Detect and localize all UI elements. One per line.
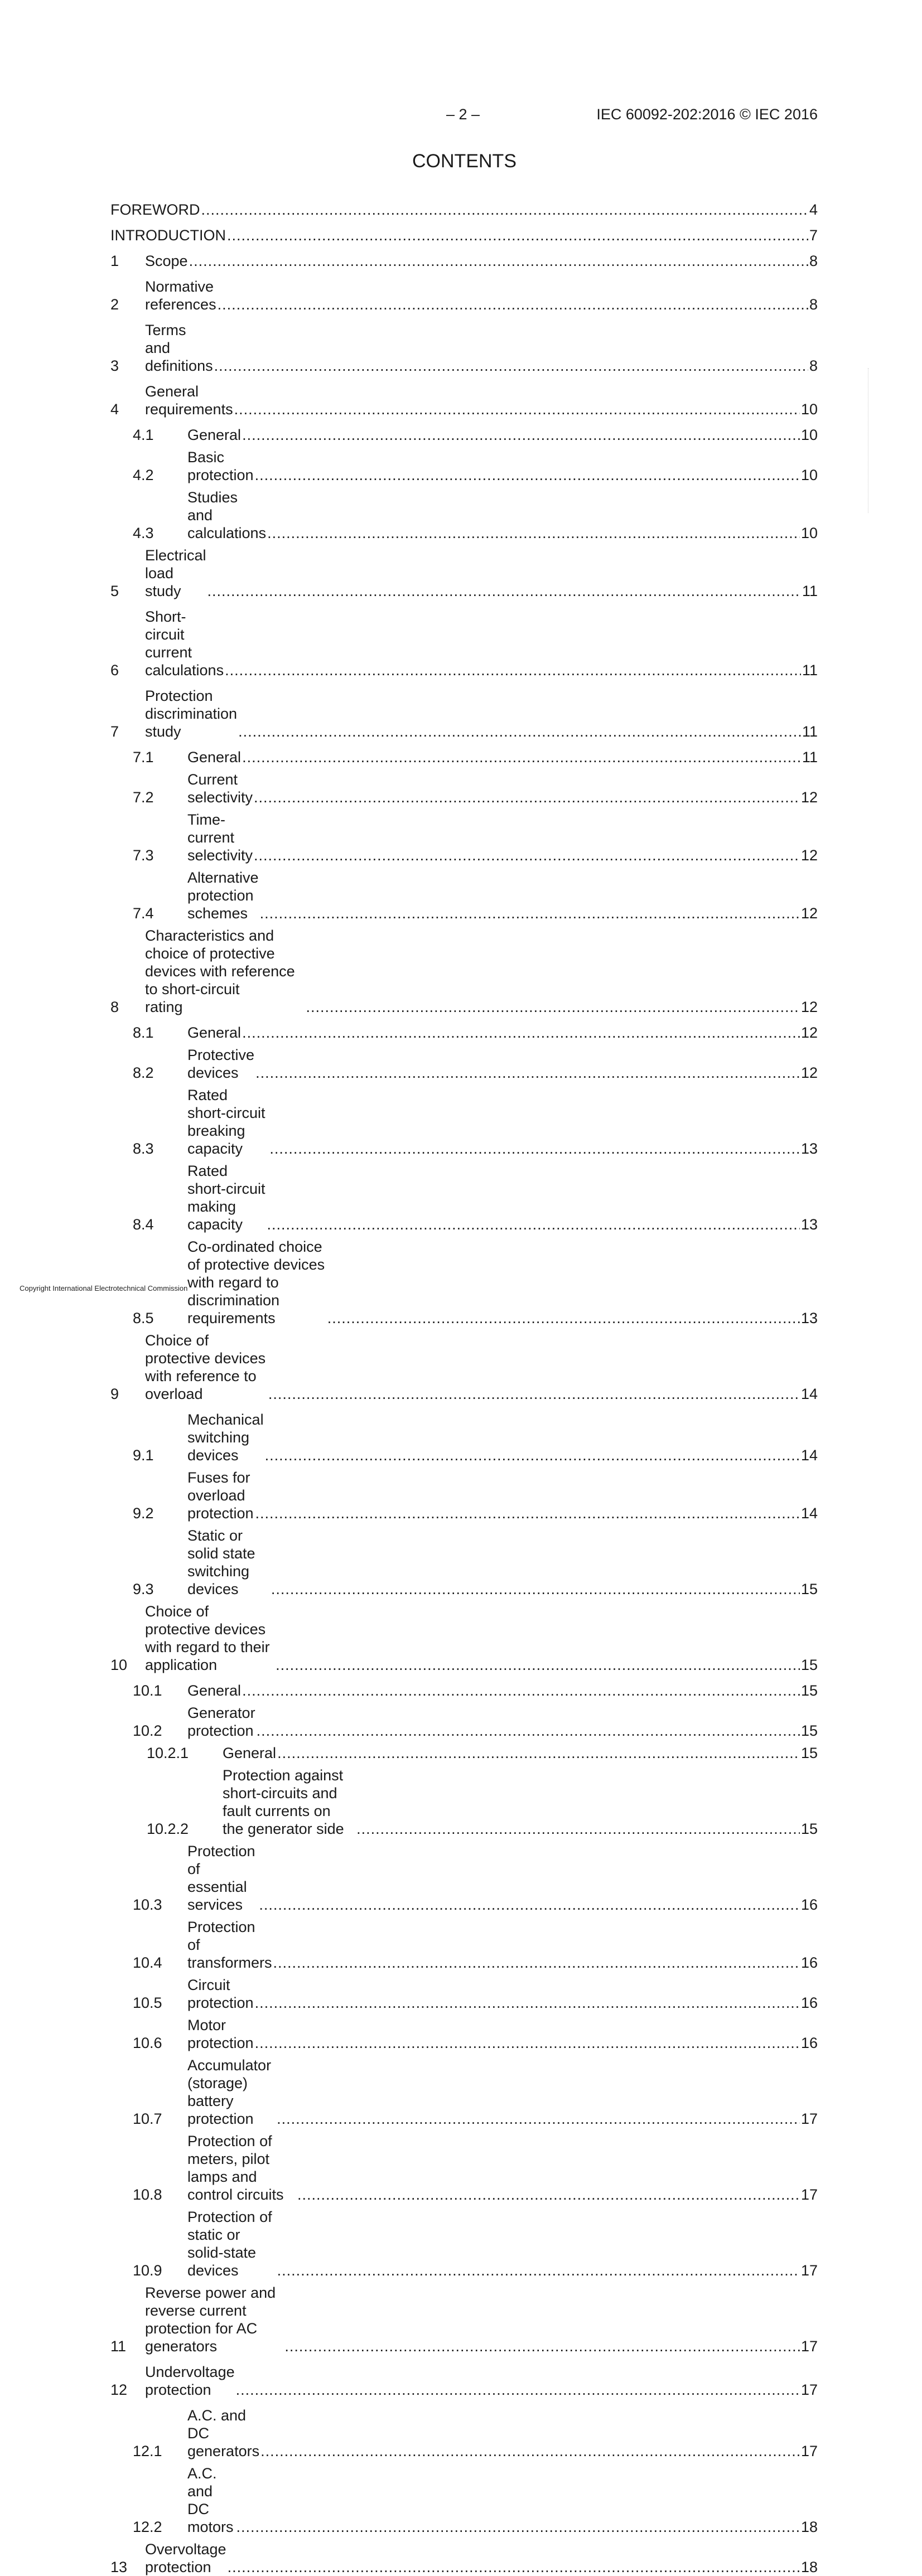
toc-entry-number: 7.1 (133, 749, 154, 766)
toc-entry-number: 10.5 (133, 1994, 162, 2011)
toc-entry[interactable] (110, 1842, 818, 1914)
toc-entry-number: 4.2 (133, 467, 154, 483)
toc-entry-title: General (187, 1682, 242, 1699)
dot-leader (228, 2558, 800, 2576)
copyright-footer: Copyright International Electrotechnical Commission (20, 1284, 188, 1292)
dot-leader (306, 998, 800, 1016)
toc-entry-page: 10 (800, 525, 818, 541)
toc-entry-title: Mechanical switching devices (187, 1411, 264, 1464)
toc-entry[interactable] (110, 2284, 818, 2355)
dot-leader (268, 1385, 800, 1403)
dot-leader (269, 1140, 800, 1158)
toc-entry-number: 9.2 (133, 1505, 154, 1522)
toc-entry-title: FOREWORD (110, 201, 200, 218)
toc-entry[interactable] (110, 1331, 818, 1403)
toc-entry-number: 5 (110, 583, 119, 599)
toc-entry-title: Protection of meters, pilot lamps and control circuits (187, 2133, 284, 2203)
toc-entry-title: General (187, 749, 242, 766)
toc-entry-page: 15 (800, 1581, 818, 1597)
dot-leader (257, 1722, 800, 1740)
dot-leader (276, 1656, 800, 1674)
toc-entry-title: Overvoltage protection (145, 2541, 226, 2575)
toc-entry-title-continued: requirements (187, 1310, 276, 1326)
toc-entry-page: 17 (800, 2443, 818, 2459)
dot-leader (277, 1744, 800, 1762)
toc-entry-page: 17 (800, 2262, 818, 2279)
dot-leader (265, 1446, 800, 1464)
toc-entry-title: Normative references (145, 278, 216, 313)
dot-leader (277, 2110, 800, 2128)
toc-entry-number: 3 (110, 357, 119, 374)
toc-entry-number: 2 (110, 296, 119, 313)
toc-entry-number: 13 (110, 2559, 128, 2575)
toc-entry[interactable] (110, 2406, 818, 2460)
toc-entry-title: A.C. and DC generators (187, 2407, 260, 2459)
toc-entry-page: 8 (809, 357, 818, 374)
margin-mark (868, 368, 871, 513)
toc-entry-number: 7.2 (133, 789, 154, 806)
toc-entry-page: 8 (809, 253, 818, 269)
toc-entry-title: Circuit protection (187, 1977, 254, 2011)
toc-entry-page: 13 (800, 1310, 818, 1326)
toc-entry-page: 12 (800, 1024, 818, 1041)
toc-entry-page: 11 (802, 662, 818, 679)
dot-leader (267, 1216, 800, 1233)
toc-entry-title: Scope (145, 253, 188, 269)
toc-entry[interactable] (110, 771, 818, 806)
toc-entry-title: Protection of transformers (187, 1919, 272, 1971)
dot-leader (236, 2381, 800, 2399)
toc-entry[interactable] (110, 252, 818, 270)
toc-entry[interactable] (110, 1411, 818, 1464)
toc-entry[interactable] (110, 2056, 818, 2128)
dot-leader (234, 400, 800, 418)
toc-entry-title: Co-ordinated choice of protective devices with regard to discrimination (187, 1238, 325, 1309)
toc-entry[interactable] (110, 687, 818, 740)
toc-entry-title: A.C. and DC motors (187, 2465, 234, 2535)
toc-entry-title-continued: rating (145, 999, 183, 1015)
toc-entry-number: 9.3 (133, 1581, 154, 1597)
toc-entry-page: 17 (800, 2110, 818, 2127)
toc-entry-title: Protection against short-circuits and fault currents on the generator side (223, 1767, 344, 1837)
toc-entry-page: 13 (800, 1140, 818, 1157)
toc-entry-page: 10 (800, 467, 818, 483)
dot-leader (255, 1504, 800, 1522)
toc-entry[interactable] (110, 869, 818, 922)
toc-entry[interactable] (110, 1469, 818, 1522)
toc-entry-title: Fuses for overload protection (187, 1469, 254, 1522)
dot-leader (254, 788, 800, 806)
dot-leader (242, 1024, 800, 1042)
toc-entry-number: 10.7 (133, 2110, 162, 2127)
toc-entry-page: 18 (800, 2559, 818, 2575)
toc-entry-page: 15 (800, 1682, 818, 1699)
toc-entry-title: Protective devices (187, 1047, 255, 1081)
standard-reference: IEC 60092-202:2016 © IEC 2016 (596, 106, 818, 123)
toc-entry[interactable] (110, 2464, 818, 2536)
toc-entry-title: Time-current selectivity (187, 811, 253, 864)
dot-leader (273, 1954, 800, 1972)
toc-entry-page: 10 (800, 401, 818, 418)
toc-entry-page: 13 (800, 1216, 818, 1233)
toc-entry-number: 8.4 (133, 1216, 154, 1233)
toc-entry-title: Current selectivity (187, 771, 253, 806)
dot-leader (227, 226, 808, 244)
toc-entry[interactable] (110, 278, 818, 313)
dot-leader (267, 524, 800, 542)
dot-leader (297, 2186, 800, 2204)
toc-entry[interactable] (110, 382, 818, 418)
toc-entry-page: 17 (800, 2186, 818, 2203)
dot-leader (242, 1682, 800, 1699)
toc-entry-page: 15 (800, 1722, 818, 1739)
toc-entry[interactable] (110, 1602, 818, 1674)
toc-entry-page: 12 (800, 905, 818, 922)
toc-entry-number: 9 (110, 1386, 119, 1402)
toc-entry-number: 4.3 (133, 525, 154, 541)
toc-entry-title: Protection of static or solid-state devices (187, 2209, 272, 2279)
dot-leader (255, 466, 800, 484)
toc-entry[interactable] (110, 488, 818, 542)
toc-entry-title: Rated short-circuit breaking capacity (187, 1087, 266, 1157)
toc-entry-page: 11 (802, 749, 818, 766)
toc-entry[interactable] (110, 1527, 818, 1598)
toc-entry[interactable] (110, 426, 818, 444)
toc-entry-page: 18 (800, 2519, 818, 2535)
toc-entry-number: 8 (110, 999, 119, 1015)
toc-entry[interactable] (110, 811, 818, 864)
dot-leader (356, 1820, 800, 1838)
toc-entry-title: Choice of protective devices with regard to their application (145, 1603, 270, 1673)
toc-entry-number: 10.2.2 (147, 1820, 189, 1837)
toc-entry[interactable] (110, 546, 818, 600)
toc-entry-number: 12.1 (133, 2443, 162, 2459)
toc-entry-title: Motor protection (187, 2017, 254, 2051)
toc-entry-title: Generator protection (187, 1705, 255, 1739)
toc-entry-number: 10.3 (133, 1896, 162, 1913)
toc-entry[interactable] (110, 1086, 818, 1158)
toc-entry[interactable] (110, 1976, 818, 2012)
toc-entry-page: 16 (800, 1896, 818, 1913)
toc-entry-page: 12 (800, 847, 818, 864)
toc-entry-title: Accumulator (storage) battery protection (187, 2057, 272, 2127)
toc-entry-page: 7 (809, 227, 818, 244)
toc-entry-number: 10 (110, 1657, 128, 1673)
toc-entry-number: 10.8 (133, 2186, 162, 2203)
toc-entry-title: Short-circuit current calculations (145, 608, 224, 679)
contents-title: CONTENTS (412, 151, 516, 172)
toc-entry-page: 11 (802, 583, 818, 599)
toc-entry-title: Choice of protective devices with reference to overload (145, 1332, 266, 1402)
toc-entry-number: 8.2 (133, 1064, 154, 1081)
toc-entry-page: 14 (800, 1386, 818, 1402)
toc-entry[interactable] (110, 226, 818, 244)
toc-entry-number: 11 (110, 2338, 127, 2355)
dot-leader (236, 2518, 800, 2536)
toc-entry-title: Undervoltage protection (145, 2364, 235, 2398)
page-header (446, 106, 818, 126)
toc-entry-number: 10.9 (133, 2262, 162, 2279)
toc-entry-page: 16 (800, 2035, 818, 2051)
dot-leader (259, 1896, 800, 1914)
toc-entry-number: 10.1 (133, 1682, 162, 1699)
toc-entry-number: 8.1 (133, 1024, 154, 1041)
toc-entry-page: 16 (800, 1954, 818, 1971)
toc-entry[interactable] (110, 608, 818, 679)
toc-entry-page: 15 (800, 1657, 818, 1673)
toc-entry[interactable] (110, 2540, 818, 2576)
toc-entry-number: 10.4 (133, 1954, 162, 1971)
toc-entry-title: Reverse power and reverse current protection for AC generators (145, 2284, 276, 2355)
toc-entry-title: Protection of essential services (187, 1843, 255, 1913)
toc-entry-page: 12 (800, 999, 818, 1015)
dot-leader (214, 357, 808, 375)
toc-entry-title: Rated short-circuit making capacity (187, 1163, 266, 1233)
toc-entry-page: 11 (802, 723, 818, 740)
dot-leader (255, 1994, 800, 2012)
toc-entry-title: Protection discrimination study (145, 687, 238, 740)
toc-entry[interactable] (110, 1682, 818, 1699)
dot-leader (242, 748, 801, 766)
toc-entry[interactable] (110, 201, 818, 219)
toc-entry[interactable] (110, 2208, 818, 2279)
toc-entry-title: Alternative protection schemes (187, 869, 259, 922)
toc-entry[interactable] (110, 1162, 818, 1233)
toc-entry-page: 17 (800, 2381, 818, 2398)
toc-entry[interactable] (110, 2132, 818, 2204)
toc-entry[interactable] (110, 2363, 818, 2399)
toc-entry-number: 4 (110, 401, 119, 418)
toc-entry-page: 17 (800, 2338, 818, 2355)
dot-leader (207, 582, 801, 600)
toc-entry[interactable] (110, 448, 818, 484)
toc-entry-title: Studies and calculations (187, 489, 267, 541)
toc-entry-title: Basic protection (187, 449, 254, 483)
toc-entry-title: Electrical load study (145, 547, 206, 599)
toc-entry-title: Characteristics and choice of protective devices with reference to short-circuit (145, 927, 295, 998)
toc-entry-number: 10.2.1 (147, 1745, 189, 1761)
dot-leader (260, 2442, 800, 2460)
toc-entry-page: 4 (809, 201, 818, 218)
dot-leader (284, 2337, 800, 2355)
toc-entry-page: 10 (800, 427, 818, 443)
dot-leader (271, 1580, 800, 1598)
toc-entry-page: 15 (800, 1745, 818, 1761)
toc-entry[interactable] (110, 321, 818, 375)
dot-leader (189, 252, 808, 270)
toc-entry-number: 10.6 (133, 2035, 162, 2051)
toc-entry-title: INTRODUCTION (110, 227, 226, 244)
toc-entry-number: 12 (110, 2381, 128, 2398)
toc-entry-number: 8.3 (133, 1140, 154, 1157)
toc-entry-number: 12.2 (133, 2519, 162, 2535)
toc-entry-number: 9.1 (133, 1447, 154, 1464)
toc-entry[interactable] (110, 1918, 818, 1972)
dot-leader (201, 201, 808, 219)
dot-leader (327, 1309, 800, 1327)
dot-leader (255, 2034, 800, 2052)
dot-leader (277, 2262, 800, 2279)
toc-entry-title: Terms and definitions (145, 322, 213, 374)
toc-entry[interactable] (110, 748, 818, 766)
dot-leader (255, 1064, 800, 1082)
dot-leader (242, 426, 800, 444)
toc-entry[interactable] (110, 1744, 818, 1762)
toc-entry-number: 4.1 (133, 427, 154, 443)
toc-entry-page: 8 (809, 296, 818, 313)
toc-entry[interactable] (110, 927, 818, 1016)
toc-entry-page: 12 (800, 789, 818, 806)
dot-leader (254, 846, 800, 864)
page-number: – 2 – (446, 106, 480, 123)
toc-entry-number: 7.3 (133, 847, 154, 864)
dot-leader (260, 904, 800, 922)
toc-entry[interactable] (110, 2016, 818, 2052)
toc-entry-number: 1 (110, 253, 119, 269)
toc-entry[interactable] (110, 1046, 818, 1082)
toc-entry-title: General (223, 1745, 277, 1761)
toc-entry-number: 7 (110, 723, 119, 740)
toc-entry-title: General (187, 427, 242, 443)
toc-entry-title: General requirements (145, 383, 233, 418)
toc-entry[interactable] (110, 1704, 818, 1740)
toc-entry[interactable] (110, 1024, 818, 1042)
toc-entry-page: 12 (800, 1064, 818, 1081)
toc-entry-title: General (187, 1024, 242, 1041)
toc-entry-page: 14 (800, 1505, 818, 1522)
toc-entry-number: 7.4 (133, 905, 154, 922)
table-of-contents (110, 201, 818, 2576)
toc-entry-number: 8.5 (133, 1310, 154, 1326)
toc-entry-title: Static or solid state switching devices (187, 1527, 255, 1597)
dot-leader (238, 723, 801, 740)
toc-entry-page: 14 (800, 1447, 818, 1464)
toc-entry-number: 6 (110, 662, 119, 679)
toc-entry-page: 16 (800, 1994, 818, 2011)
dot-leader (218, 296, 808, 313)
dot-leader (225, 661, 801, 679)
toc-entry-number: 10.2 (133, 1722, 162, 1739)
toc-entry-page: 15 (800, 1820, 818, 1837)
toc-entry[interactable] (110, 1766, 818, 1838)
toc-entry[interactable] (110, 1238, 818, 1327)
